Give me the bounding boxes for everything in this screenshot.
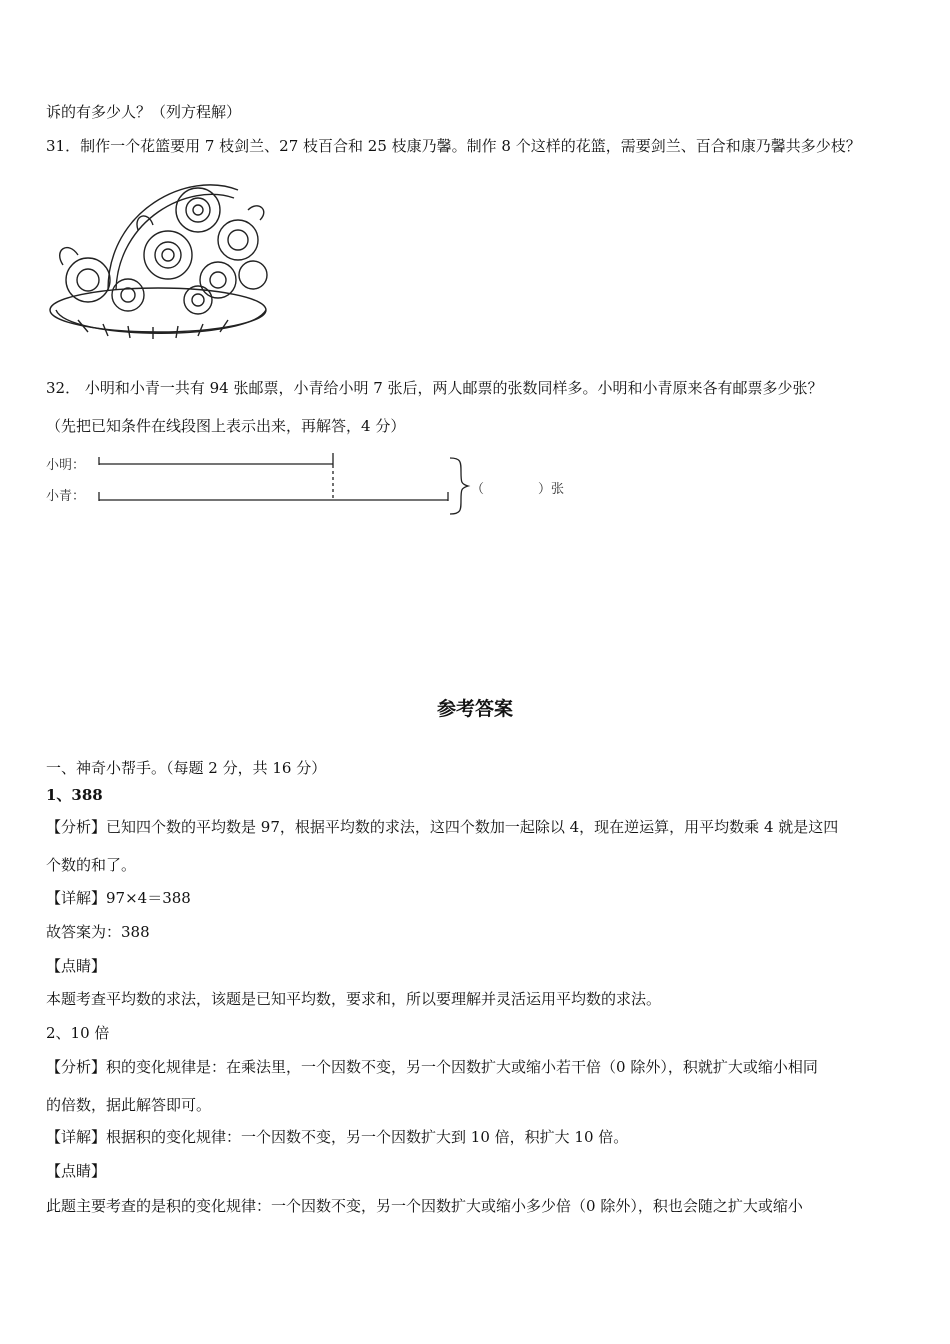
bracket-close-unit: ）张 xyxy=(538,482,565,497)
question-32: 32． 小明和小青一共有 94 张邮票，小青给小明 7 张后，两人邮票的张数同样多。小明和小青原来各有邮票多少张？ xyxy=(46,379,823,397)
question-32-note: （先把已知条件在线段图上表示出来，再解答，4 分） xyxy=(46,417,406,435)
answer-2-tip-label: 【点睛】 xyxy=(46,1162,107,1180)
line-segment-diagram xyxy=(46,448,606,523)
question-31: 31．制作一个花篮要用 7 枝剑兰、27 枝百合和 25 枝康乃馨。制作 8 个这样的花篮，需要剑兰、百合和康乃馨共多少枝？ xyxy=(46,137,861,155)
answer-1-analysis-line1: 【分析】已知四个数的平均数是 97，根据平均数的求法，这四个数加一起除以 4，现在逆运算，用平均数乘 4 就是这四 xyxy=(46,818,839,836)
q30-tail-text: 诉的有多少人？（列方程解） xyxy=(46,103,242,121)
bracket-open: （ xyxy=(471,482,485,497)
answer-2-tip: 此题主要考查的是积的变化规律：一个因数不变，另一个因数扩大或缩小多少倍（0 除外），积也会随之扩大或缩小 xyxy=(46,1197,803,1215)
answer-1-result: 故答案为：388 xyxy=(46,923,150,941)
label-xiaoming: 小明： xyxy=(46,458,86,473)
answer-2-detail: 【详解】根据积的变化规律：一个因数不变，另一个因数扩大到 10 倍，积扩大 10 倍。 xyxy=(46,1128,629,1146)
answer-2-analysis-line1: 【分析】积的变化规律是：在乘法里，一个因数不变，另一个因数扩大或缩小若干倍（0 除外），积就扩大或缩小相同 xyxy=(46,1058,818,1076)
flower-basket-illustration xyxy=(48,170,278,345)
answer-1-number: 1、388 xyxy=(46,786,103,804)
answers-title: 参考答案 xyxy=(436,698,513,720)
answer-1-tip: 本题考查平均数的求法，该题是已知平均数，要求和，所以要理解并灵活运用平均数的求法。 xyxy=(46,990,662,1008)
answer-1-tip-label: 【点睛】 xyxy=(46,957,107,975)
label-xiaoqing: 小青： xyxy=(46,489,86,504)
answer-1-analysis-line2: 个数的和了。 xyxy=(46,856,137,874)
answer-2-number: 2、10 倍 xyxy=(46,1024,110,1042)
answer-1-detail: 【详解】97×4＝388 xyxy=(46,889,191,907)
segment-lines xyxy=(46,448,606,523)
section-1-heading: 一、神奇小帮手。（每题 2 分，共 16 分） xyxy=(46,759,327,777)
answer-2-analysis-line2: 的倍数，据此解答即可。 xyxy=(46,1096,212,1114)
